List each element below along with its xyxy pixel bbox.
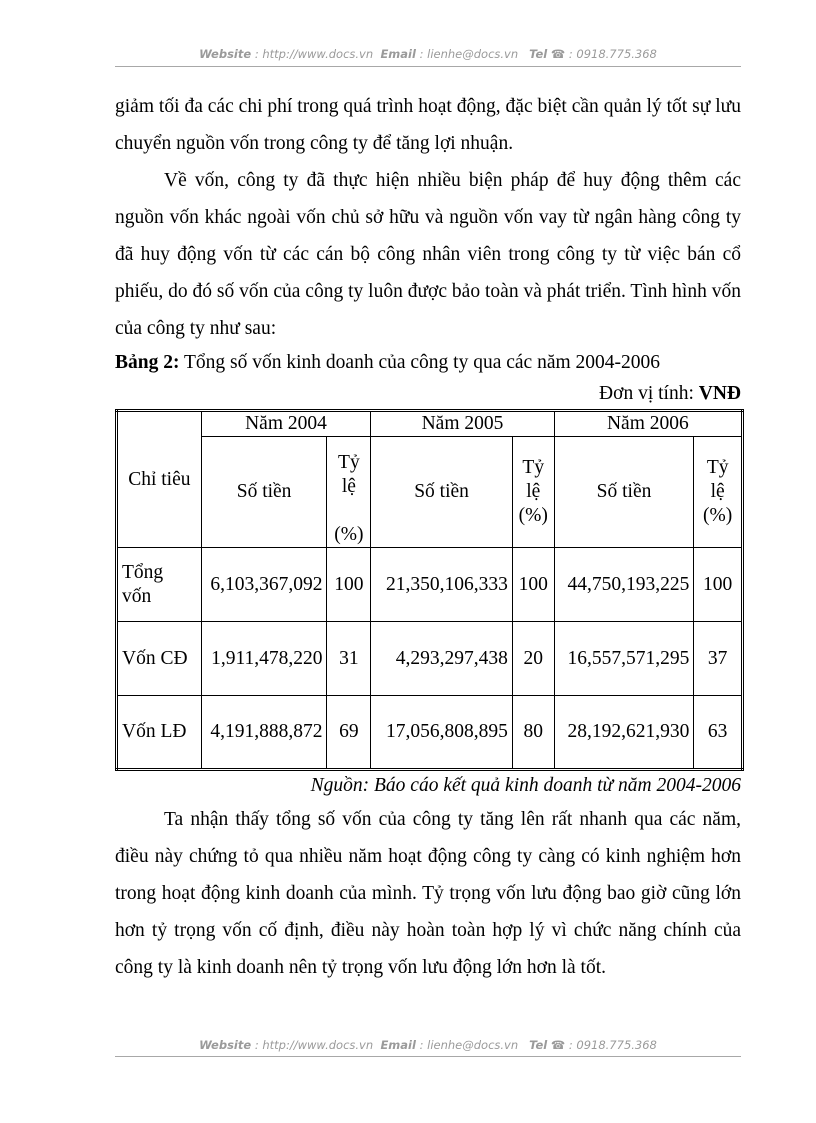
website-value: : http://www.docs.vn	[251, 1038, 374, 1052]
year-2006-header: Năm 2006	[554, 411, 742, 437]
table-row	[117, 696, 743, 770]
unit-label	[115, 379, 741, 409]
ratio-cell: 80	[512, 696, 554, 770]
phone-icon: ☎	[550, 1038, 566, 1052]
amount-cell: 16,557,571,295	[554, 622, 694, 696]
ratio-header-text: Tỷ lệ	[338, 452, 360, 497]
ratio-cell: 63	[694, 696, 743, 770]
amount-cell: 4,191,888,872	[201, 696, 327, 770]
page-content	[115, 88, 741, 986]
ratio-header-text: Tỷ lệ	[522, 457, 545, 502]
paragraph-3: Ta nhận thấy tổng số vốn của công ty tăng lên rất nhanh qua các năm, điều này chứng tỏ qua nhiều năm hoạt động công ty càng có kinh nghiệm hơn trong hoạt động kinh doanh của mình. Tỷ trọng vốn lưu động bao giờ cũng lớn hơn tỷ trọng vốn cố định, điều này hoàn toàn hợp lý vì chức năng chính của công ty là kinh doanh nên tỷ trọng vốn lưu động lớn hơn là tốt.	[115, 809, 741, 978]
year-2004-header: Năm 2004	[201, 411, 371, 437]
ratio-header	[512, 437, 554, 548]
email-label: Email	[380, 1038, 416, 1052]
amount-cell: 44,750,193,225	[554, 548, 694, 622]
table-caption-text: Tổng số vốn kinh doanh của công ty qua các năm 2004-2006	[179, 352, 661, 373]
amount-cell: 6,103,367,092	[201, 548, 327, 622]
amount-header: Số tiền	[371, 437, 513, 548]
amount-cell: 4,293,297,438	[371, 622, 513, 696]
ratio-cell: 69	[327, 696, 371, 770]
ratio-cell: 20	[512, 622, 554, 696]
ratio-cell: 100	[694, 548, 743, 622]
amount-cell: 28,192,621,930	[554, 696, 694, 770]
paragraph-1: giảm tối đa các chi phí trong quá trình hoạt động, đặc biệt cần quản lý tốt sự lưu chuyển nguồn vốn trong công ty để tăng lợi nhuận.	[115, 96, 741, 154]
ratio-header	[327, 437, 371, 548]
table-caption	[115, 347, 741, 379]
table-source: Nguồn: Báo cáo kết quả kinh doanh từ năm 2004-2006	[310, 775, 741, 796]
tel-label: Tel	[529, 47, 548, 61]
row-label: Tổng vốn	[117, 548, 202, 622]
ratio-cell: 100	[327, 548, 371, 622]
tel-label: Tel	[529, 1038, 548, 1052]
website-label: Website	[199, 1038, 252, 1052]
paragraph-2: Về vốn, công ty đã thực hiện nhiều biện pháp để huy động thêm các nguồn vốn khác ngoài vốn chủ sở hữu và nguồn vốn vay từ ngân hàng công ty đã huy động vốn từ các cán bộ công nhân viên trong công ty từ việc bán cổ phiếu, do đó số vốn của công ty luôn được bảo toàn và phát triển. Tình hình vốn của công ty như sau:	[115, 170, 741, 339]
ratio-header-text: Tỷ lệ	[706, 457, 729, 502]
ratio-header	[694, 437, 743, 548]
footer-divider	[115, 1056, 741, 1057]
amount-cell: 1,911,478,220	[201, 622, 327, 696]
table-row	[117, 548, 743, 622]
header-divider	[115, 66, 741, 67]
table-header-row-years	[117, 411, 743, 437]
unit-text: Đơn vị tính:	[599, 383, 699, 404]
amount-header: Số tiền	[201, 437, 327, 548]
row-label: Vốn CĐ	[117, 622, 202, 696]
ratio-cell: 37	[694, 622, 743, 696]
tel-value: : 0918.775.368	[565, 1038, 657, 1052]
row-label: Vốn LĐ	[117, 696, 202, 770]
email-label: Email	[380, 47, 416, 61]
col-label-header: Chỉ tiêu	[117, 411, 202, 548]
table-header-row-sub	[117, 437, 743, 548]
year-2005-header: Năm 2005	[371, 411, 554, 437]
page-header	[115, 47, 741, 61]
ratio-cell: 100	[512, 548, 554, 622]
email-value: : lienhe@docs.vn	[415, 1038, 519, 1052]
phone-icon: ☎	[550, 47, 566, 61]
website-label: Website	[199, 47, 252, 61]
unit-value: VNĐ	[698, 383, 741, 404]
ratio-header-unit: (%)	[518, 505, 548, 526]
ratio-cell: 31	[327, 622, 371, 696]
amount-header: Số tiền	[554, 437, 694, 548]
table-caption-label: Bảng 2:	[115, 352, 180, 373]
amount-cell: 17,056,808,895	[371, 696, 513, 770]
amount-cell: 21,350,106,333	[371, 548, 513, 622]
capital-table	[115, 409, 744, 771]
tel-value: : 0918.775.368	[565, 47, 657, 61]
ratio-header-unit: (%)	[703, 505, 733, 526]
table-row	[117, 622, 743, 696]
page-footer	[115, 1038, 741, 1052]
website-value: : http://www.docs.vn	[251, 47, 374, 61]
email-value: : lienhe@docs.vn	[415, 47, 519, 61]
ratio-header-unit: (%)	[334, 524, 364, 545]
